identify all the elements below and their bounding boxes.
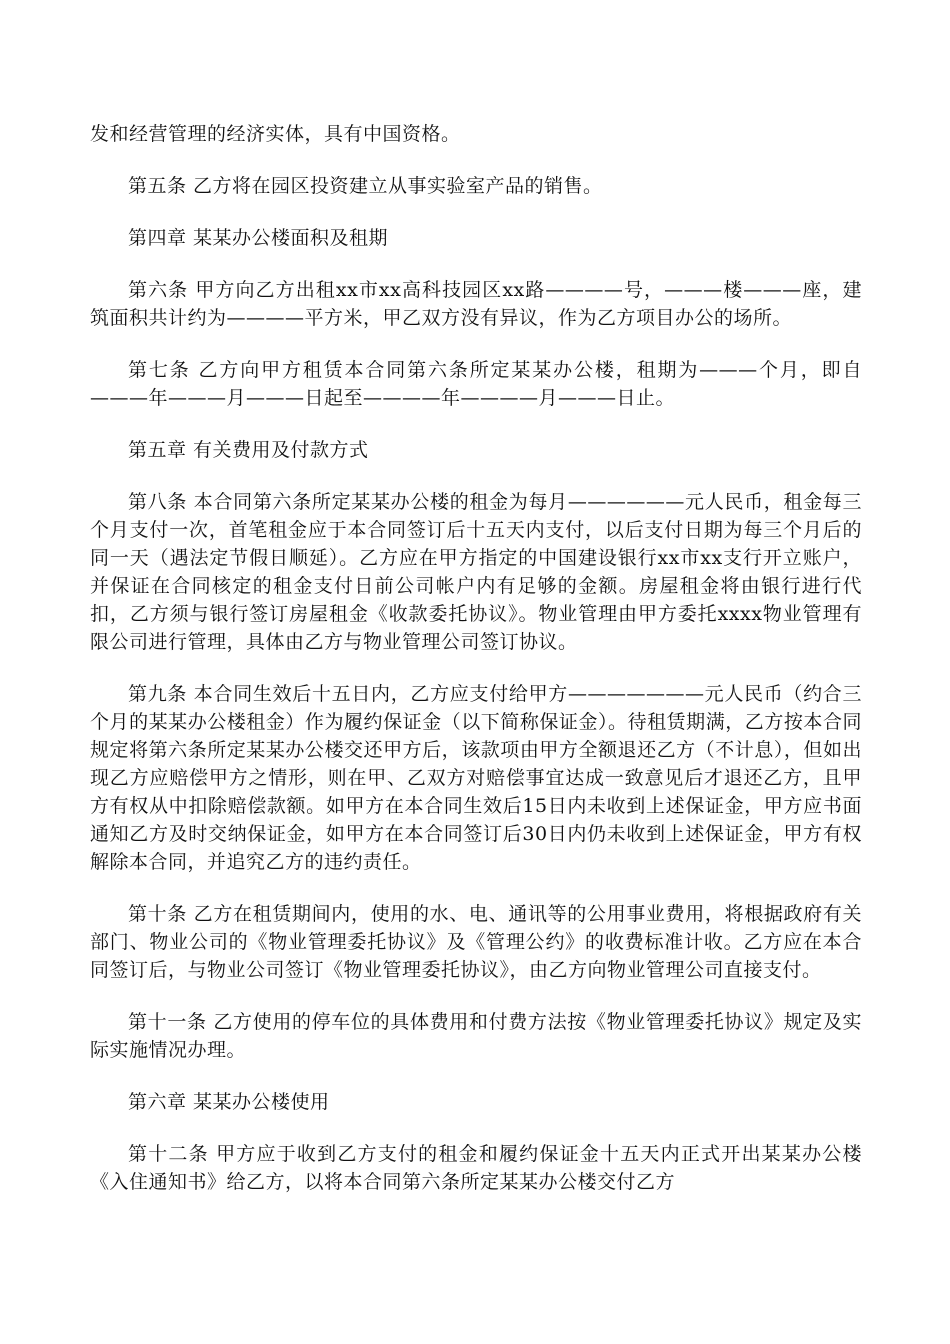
article-6: 第六条 甲方向乙方出租xx市xx高科技园区xx路————号，———楼———座，建筑面积共计约为————平方米，甲乙双方没有异议，作为乙方项目办公的场所。 bbox=[90, 279, 862, 329]
article-5: 第五条 乙方将在园区投资建立从事实验室产品的销售。 bbox=[128, 175, 603, 197]
document-page bbox=[90, 120, 862, 1220]
article-8: 第八条 本合同第六条所定某某办公楼的租金为每月——————元人民币，租金每三个月支付一次，首笔租金应于本合同签订后十五天内支付，以后支付日期为每三个月后的同一天（遇法定节假日顺延）。乙方应在甲方指定的中国建设银行xx市xx支行开立账户，并保证在合同核定的租金支付日前公司帐户内有足够的金额。房屋租金将由银行进行代扣，乙方须与银行签订房屋租金《收款委托协议》。物业管理由甲方委托xxxx物业管理有限公司进行管理，具体由乙方与物业管理公司签订协议。 bbox=[90, 491, 862, 653]
article-9: 第九条 本合同生效后十五日内，乙方应支付给甲方———————元人民币（约合三个月的某某办公楼租金）作为履约保证金（以下简称保证金）。待租赁期满，乙方按本合同规定将第六条所定某某办公楼交还甲方后，该款项由甲方全额退还乙方（不计息），但如出现乙方应赔偿甲方之情形，则在甲、乙双方对赔偿事宜达成一致意见后才退还乙方，且甲方有权从中扣除赔偿款额。如甲方在本合同生效后15日内未收到上述保证金，甲方应书面通知乙方及时交纳保证金，如甲方在本合同签订后30日内仍未收到上述保证金，甲方有权解除本合同，并追究乙方的违约责任。 bbox=[90, 683, 862, 873]
article-11: 第十一条 乙方使用的停车位的具体费用和付费方法按《物业管理委托协议》规定及实际实施情况办理。 bbox=[90, 1011, 862, 1061]
chapter-5-heading: 第五章 有关费用及付款方式 bbox=[128, 439, 369, 461]
article-7: 第七条 乙方向甲方租赁本合同第六条所定某某办公楼，租期为———个月，即自———年———月———日起至————年————月———日止。 bbox=[90, 359, 862, 409]
article-12: 第十二条 甲方应于收到乙方支付的租金和履约保证金十五天内正式开出某某办公楼《入住通知书》给乙方，以将本合同第六条所定某某办公楼交付乙方 bbox=[90, 1143, 862, 1193]
chapter-6-heading: 第六章 某某办公楼使用 bbox=[128, 1091, 330, 1113]
paragraph-continuation: 发和经营管理的经济实体，具有中国资格。 bbox=[90, 123, 461, 145]
article-10: 第十条 乙方在租赁期间内，使用的水、电、通讯等的公用事业费用，将根据政府有关部门、物业公司的《物业管理委托协议》及《管理公约》的收费标准计收。乙方应在本合同签订后，与物业公司签订《物业管理委托协议》，由乙方向物业管理公司直接支付。 bbox=[90, 903, 862, 981]
chapter-4-heading: 第四章 某某办公楼面积及租期 bbox=[128, 227, 389, 249]
